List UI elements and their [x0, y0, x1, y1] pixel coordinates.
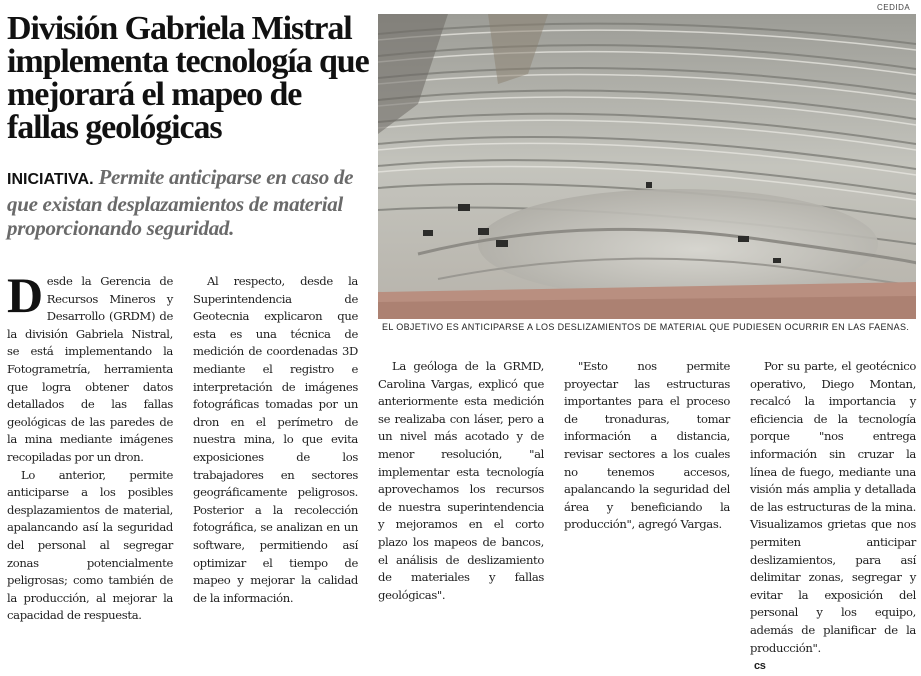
photo-credit: CEDIDA — [877, 3, 911, 12]
kicker-text: Permite anticiparse en caso de que existan desplazamientos de material proporcionando seguridad. — [7, 165, 354, 240]
open-pit-mine-illustration — [378, 14, 916, 319]
mine-photo — [378, 14, 916, 319]
kicker-tag: INICIATIVA. — [7, 171, 94, 188]
headline: División Gabriela Mistral implementa tecnología que mejorará el mapeo de fallas geológicas — [7, 10, 369, 146]
paragraph: esde la Gerencia de Recursos Mineros y Desarrollo (GRDM) de la división Gabriela Nistral, se está implementando la Fotogrametría, herramienta que logra obtener datos detallados de las fallas geológicas de las paredes de la mina mediante imágenes recopiladas por un dron. — [7, 274, 173, 464]
paragraph: La geóloga de la GRMD, Carolina Vargas, explicó que anteriormente esta medición se realizaba con láser, pero a un nivel más acotado y de menor resolución, "al implementar esta tecnología aprovechamos los recursos de nuestra superintendencia y mejoramos en el corto plazo los mapeos de bancos, el análisis de deslizamiento de materiales y fallas geológicas". — [378, 359, 544, 602]
end-mark: cs — [754, 660, 766, 673]
article-column-4 — [564, 358, 730, 534]
kicker — [7, 165, 369, 240]
paragraph: Por su parte, el geotécnico operativo, Diego Montan, recalcó la importancia y eficiencia de la tecnología porque "nos entrega información sin cruzar la línea de fuego, mediante una visión más amplia y detallada de las estructuras de la mina. Visualizamos grietas que nos permiten anticipar deslizamientos, para así delimitar zonas, segregar y evitar la exposición del personal y los equipo, además de planificar de la producción". — [750, 359, 916, 655]
article-column-3 — [378, 358, 544, 604]
photo-caption: EL OBJETIVO ES ANTICIPARSE A LOS DESLIZAMIENTOS DE MATERIAL QUE PUDIESEN OCURRIR EN LAS FAENAS. — [382, 322, 910, 332]
article-column-2 — [193, 273, 358, 607]
paragraph: Al respecto, desde la Superintendencia de Geotecnia explicaron que esta es una técnica de medición de coordenadas 3D mediante el registro e interpretación de imágenes fotográficas tomadas por un dron en el perímetro de nuestra mina, lo que evita exposiciones de los trabajadores en sectores geográficamente peligrosos. Posterior a la recolección fotográfica, se analizan en un software, permitiendo así optimizar el tiempo de mapeo y mejorar la calidad de la información. — [193, 274, 358, 605]
article-column-1 — [7, 267, 173, 625]
dropcap: D — [7, 267, 43, 323]
paragraph: Lo anterior, permite anticiparse a los posibles desplazamientos de material, apalancando así la seguridad del personal al segregar zonas potencialmente peligrosas; como también de la producción, al mejorar la capacidad de respuesta. — [7, 467, 173, 623]
article-column-5 — [750, 358, 916, 676]
paragraph: "Esto nos permite proyectar las estructuras importantes para el proceso de tronaduras, tomar información a distancia, revisar sectores a los cuales no tenemos accesos, apalancando la seguridad del área y beneficiando la producción", agregó Vargas. — [564, 359, 730, 532]
